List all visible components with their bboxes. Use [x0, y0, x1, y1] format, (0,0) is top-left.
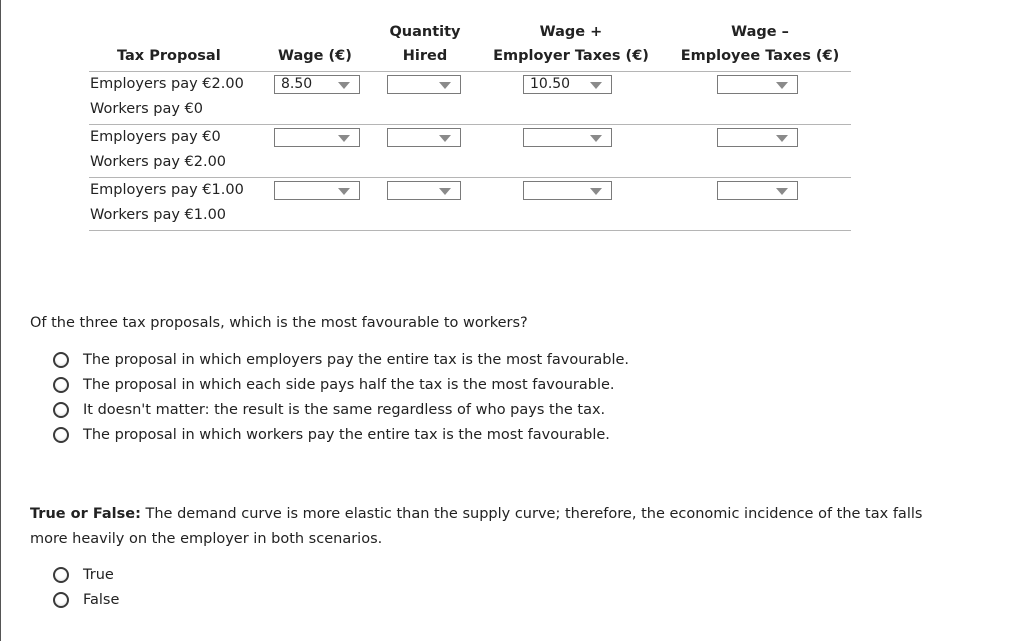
- wage-dropdown[interactable]: 8.50: [274, 75, 360, 94]
- table-row-label: Employers pay €0 Workers pay €2.00: [90, 129, 227, 170]
- chevron-down-icon: [590, 82, 602, 89]
- chevron-down-icon: [776, 188, 788, 195]
- employer-taxes-dropdown[interactable]: [523, 181, 612, 200]
- true-false-prefix: True or False:: [30, 506, 141, 522]
- chevron-down-icon: [776, 135, 788, 142]
- radio-option-employers-pay[interactable]: [53, 350, 629, 370]
- true-false-statement: The demand curve is more elastic than the supply curve; therefore, the economic incidence of the tax falls more heavily on the employer in both scenarios.: [30, 506, 923, 547]
- option-label: The proposal in which each side pays half the tax is the most favourable.: [83, 377, 615, 393]
- chevron-down-icon: [338, 82, 350, 89]
- chevron-down-icon: [590, 135, 602, 142]
- quantity-dropdown[interactable]: [387, 75, 461, 94]
- radio-icon[interactable]: [53, 352, 69, 368]
- quantity-dropdown[interactable]: [387, 128, 461, 147]
- wage-dropdown[interactable]: [274, 128, 360, 147]
- radio-icon[interactable]: [53, 592, 69, 608]
- option-label: True: [83, 567, 114, 583]
- radio-option-false[interactable]: [53, 590, 119, 610]
- chevron-down-icon: [338, 188, 350, 195]
- chevron-down-icon: [439, 135, 451, 142]
- chevron-down-icon: [338, 135, 350, 142]
- employee-taxes-dropdown[interactable]: [717, 181, 798, 200]
- radio-option-true[interactable]: [53, 565, 114, 585]
- radio-option-doesnt-matter[interactable]: [53, 400, 605, 420]
- option-label: It doesn't matter: the result is the same regardless of who pays the tax.: [83, 402, 606, 418]
- radio-icon[interactable]: [53, 567, 69, 583]
- option-label: The proposal in which employers pay the entire tax is the most favourable.: [83, 352, 630, 368]
- table-row-label: Employers pay €1.00 Workers pay €1.00: [90, 182, 244, 223]
- radio-icon[interactable]: [53, 402, 69, 418]
- question-true-false: [30, 502, 930, 552]
- header-wage: Wage (€): [278, 48, 352, 64]
- employee-taxes-dropdown[interactable]: [717, 75, 798, 94]
- header-wage-plus-employer-taxes: Wage + Employer Taxes (€): [493, 24, 649, 64]
- header-quantity-hired: Quantity Hired: [389, 24, 461, 64]
- left-border: [0, 0, 1, 641]
- employee-taxes-dropdown[interactable]: [717, 128, 798, 147]
- employer-taxes-dropdown[interactable]: [523, 128, 612, 147]
- employer-taxes-dropdown[interactable]: 10.50: [523, 75, 612, 94]
- radio-icon[interactable]: [53, 427, 69, 443]
- option-label: False: [83, 592, 120, 608]
- wage-dropdown[interactable]: [274, 181, 360, 200]
- question-most-favourable: Of the three tax proposals, which is the most favourable to workers?: [30, 315, 528, 331]
- header-tax-proposal: Tax Proposal: [117, 48, 221, 64]
- radio-icon[interactable]: [53, 377, 69, 393]
- chevron-down-icon: [439, 188, 451, 195]
- chevron-down-icon: [439, 82, 451, 89]
- radio-option-workers-pay[interactable]: [53, 425, 610, 445]
- chevron-down-icon: [590, 188, 602, 195]
- table-row-label: Employers pay €2.00 Workers pay €0: [90, 76, 244, 117]
- table-separator: [89, 230, 851, 231]
- chevron-down-icon: [776, 82, 788, 89]
- option-label: The proposal in which workers pay the entire tax is the most favourable.: [83, 427, 610, 443]
- quantity-dropdown[interactable]: [387, 181, 461, 200]
- header-wage-minus-employee-taxes: Wage – Employee Taxes (€): [680, 24, 840, 64]
- radio-option-each-side-half[interactable]: [53, 375, 615, 395]
